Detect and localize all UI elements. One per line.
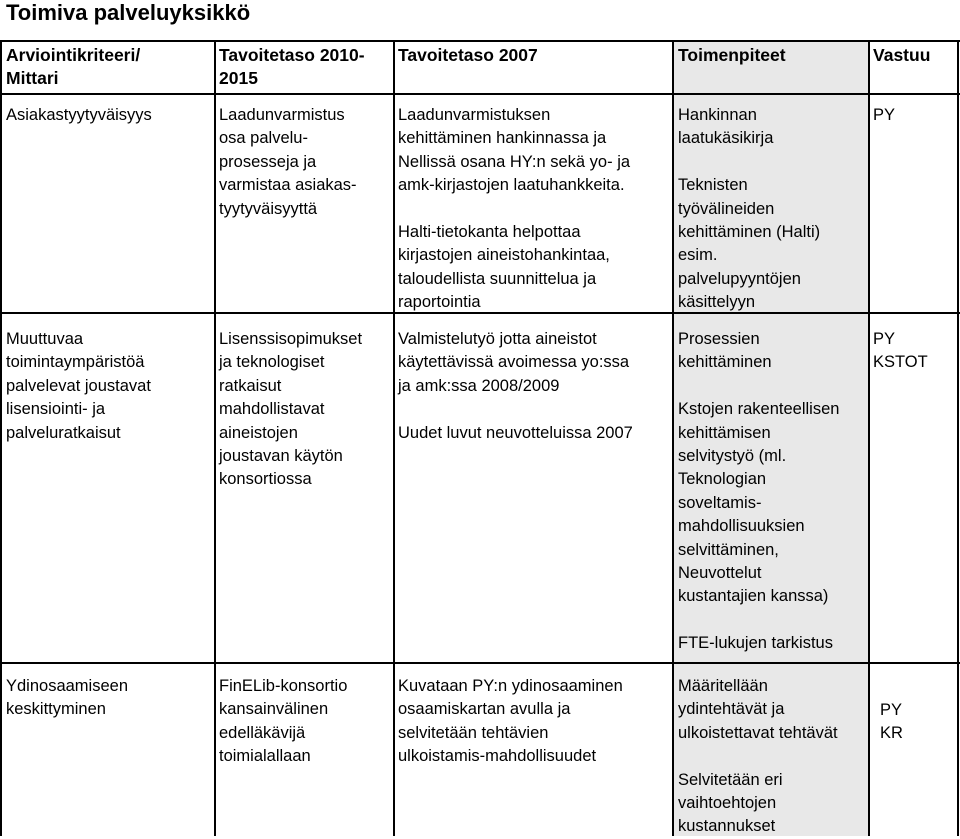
row2-actions: Prosessien kehittäminen Kstojen rakenteellisen kehittämisen selvitystyö (ml. Teknologian soveltamis- mahdollisuuksien selvittäminen, Neuvottelut kustantajien kanssa) FTE-lukujen tarkistus <box>678 330 840 653</box>
row3-criterion: Ydinosaamiseen keskittyminen <box>6 677 128 719</box>
header-tavoitetaso-2007: Tavoitetaso 2007 <box>398 45 538 65</box>
row2-target-2007: Valmistelutyö jotta aineistot käytettävissä avoimessa yo:ssa ja amk:ssa 2008/2009 Uudet luvut neuvotteluissa 2007 <box>398 330 633 442</box>
page-title: Toimiva palveluyksikkö <box>6 0 251 25</box>
header-arviointikriteeri: Arviointikriteeri/ Mittari <box>6 45 141 88</box>
col-divider-5 <box>868 40 870 836</box>
action-plan-table <box>0 40 960 836</box>
header-tavoitetaso-2010-2015: Tavoitetaso 2010- 2015 <box>219 45 365 88</box>
row1-actions: Hankinnan laatukäsikirja Teknisten työvälineiden kehittäminen (Halti) esim. palvelupyyntöjen käsittelyyn <box>678 106 821 312</box>
col-divider-3 <box>393 40 395 836</box>
col-divider-2 <box>214 40 216 836</box>
col-divider-1 <box>0 40 2 836</box>
row3-target-2010-2015: FinELib-konsortio kansainvälinen edelläkävijä toimialallaan <box>219 677 348 766</box>
row2-criterion: Muuttuvaa toimintaympäristöä palvelevat joustavat lisensiointi- ja palveluratkaisut <box>6 330 151 442</box>
row3-target-2007: Kuvataan PY:n ydinosaaminen osaamiskartan avulla ja selvitetään tehtävien ulkoistamis-mahdollisuudet <box>398 677 623 766</box>
row3-actions: Määritellään ydintehtävät ja ulkoistettavat tehtävät Selvitetään eri vaihtoehtojen kustannukset <box>678 677 838 836</box>
row1-responsibility: PY <box>873 106 896 124</box>
col-divider-4 <box>672 40 674 836</box>
row3-responsibility: PY KR <box>880 701 903 743</box>
header-bottom-border <box>0 93 960 95</box>
row2-bottom-border <box>0 662 960 664</box>
table-top-border <box>0 40 960 42</box>
header-toimenpiteet: Toimenpiteet <box>678 45 786 65</box>
row1-criterion: Asiakastyytyväisyys <box>6 106 152 124</box>
row2-responsibility: PY KSTOT <box>873 330 928 372</box>
col-divider-6 <box>957 40 959 836</box>
row1-target-2010-2015: Laadunvarmistus osa palvelu- prosesseja ja varmistaa asiakas- tyytyväisyyttä <box>219 106 357 218</box>
row2-target-2010-2015: Lisenssisopimukset ja teknologiset ratkaisut mahdollistavat aineistojen joustavan käytön konsortiossa <box>219 330 363 489</box>
header-vastuu: Vastuu <box>873 45 931 65</box>
row1-target-2007: Laadunvarmistuksen kehittäminen hankinnassa ja Nellissä osana HY:n sekä yo- ja amk-kirjastojen laatuhankkeita. Halti-tietokanta helpottaa kirjastojen aineistohankintaa, taloudellista suunnittelua ja raportointia <box>398 106 631 312</box>
